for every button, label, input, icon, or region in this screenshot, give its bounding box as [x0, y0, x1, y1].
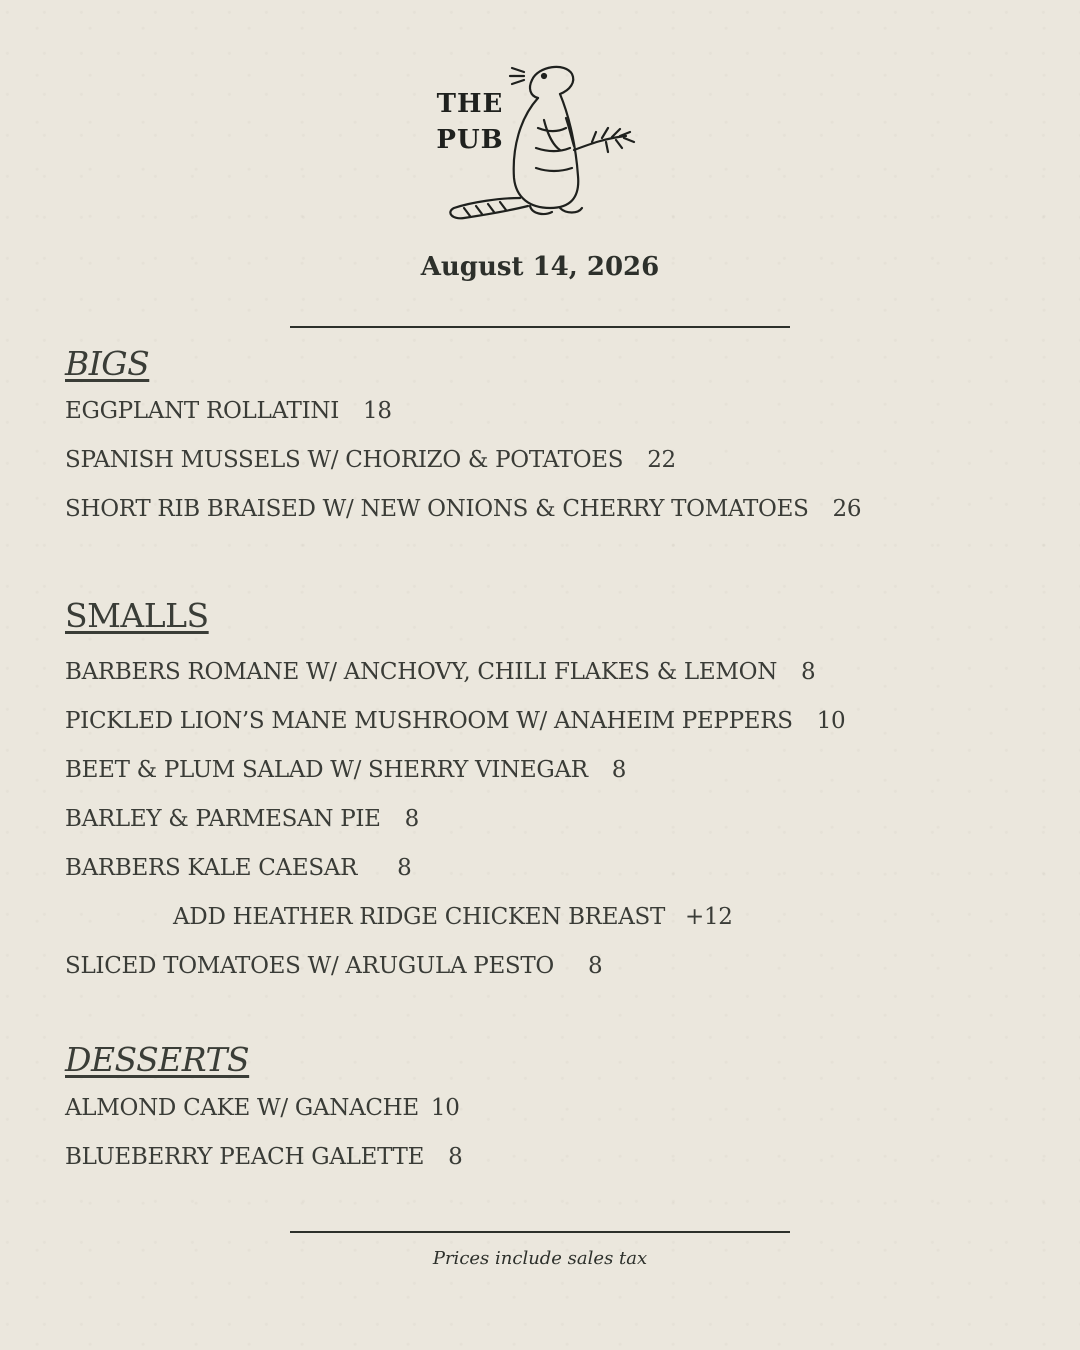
- item-name: PICKLED LION’S MANE MUSHROOM W/ ANAHEIM PEPPERS: [65, 708, 793, 734]
- item-name: SPANISH MUSSELS W/ CHORIZO & POTATOES: [65, 447, 624, 473]
- menu-item: [65, 806, 419, 832]
- menu-item: [65, 757, 626, 783]
- menu-item: [65, 1144, 462, 1170]
- item-price: 8: [397, 855, 412, 881]
- item-name: BLUEBERRY PEACH GALETTE: [65, 1144, 425, 1170]
- item-price: 8: [611, 757, 627, 783]
- menu-item: [65, 953, 602, 979]
- top-divider: [290, 326, 790, 328]
- pub-logo: [420, 58, 660, 228]
- item-name: BARBERS KALE CAESAR: [65, 855, 358, 881]
- section-title-desserts: DESSERTS: [65, 1040, 250, 1079]
- item-name: ALMOND CAKE W/ GANACHE: [65, 1095, 419, 1121]
- menu-item-addon: [173, 904, 733, 930]
- menu-date: August 14, 2026: [420, 252, 660, 282]
- item-name: ADD HEATHER RIDGE CHICKEN BREAST: [173, 904, 665, 930]
- section-title-smalls: SMALLS: [65, 596, 209, 635]
- item-price: 8: [404, 806, 419, 832]
- item-price: 22: [647, 447, 676, 473]
- menu-item: [65, 708, 845, 734]
- item-price: 10: [430, 1095, 460, 1121]
- menu-item: [65, 398, 392, 424]
- item-price: +12: [685, 904, 733, 930]
- beaver-icon: [420, 58, 660, 228]
- logo-line-2: PUB: [436, 125, 504, 155]
- item-name: BARLEY & PARMESAN PIE: [65, 806, 381, 832]
- item-price: 8: [588, 953, 603, 979]
- menu-item: [65, 659, 815, 685]
- footer-note: Prices include sales tax: [432, 1248, 648, 1269]
- item-price: 8: [801, 659, 816, 685]
- bottom-divider: [290, 1231, 790, 1233]
- menu-item: [65, 447, 676, 473]
- item-name: EGGPLANT ROLLATINI: [65, 398, 339, 424]
- menu-item: [65, 496, 861, 522]
- item-price: 26: [832, 496, 862, 522]
- menu-item: [65, 1095, 460, 1121]
- item-name: BARBERS ROMANE W/ ANCHOVY, CHILI FLAKES & LEMON: [65, 659, 778, 685]
- item-name: SHORT RIB BRAISED W/ NEW ONIONS & CHERRY TOMATOES: [65, 496, 809, 522]
- item-price: 10: [816, 708, 846, 734]
- item-price: 18: [362, 398, 392, 424]
- item-name: BEET & PLUM SALAD W/ SHERRY VINEGAR: [65, 757, 588, 783]
- logo-line-1: THE: [436, 89, 504, 119]
- section-title-bigs: BIGS: [65, 344, 150, 383]
- item-name: SLICED TOMATOES W/ ARUGULA PESTO: [65, 953, 554, 979]
- menu-item: [65, 855, 411, 881]
- item-price: 8: [448, 1144, 463, 1170]
